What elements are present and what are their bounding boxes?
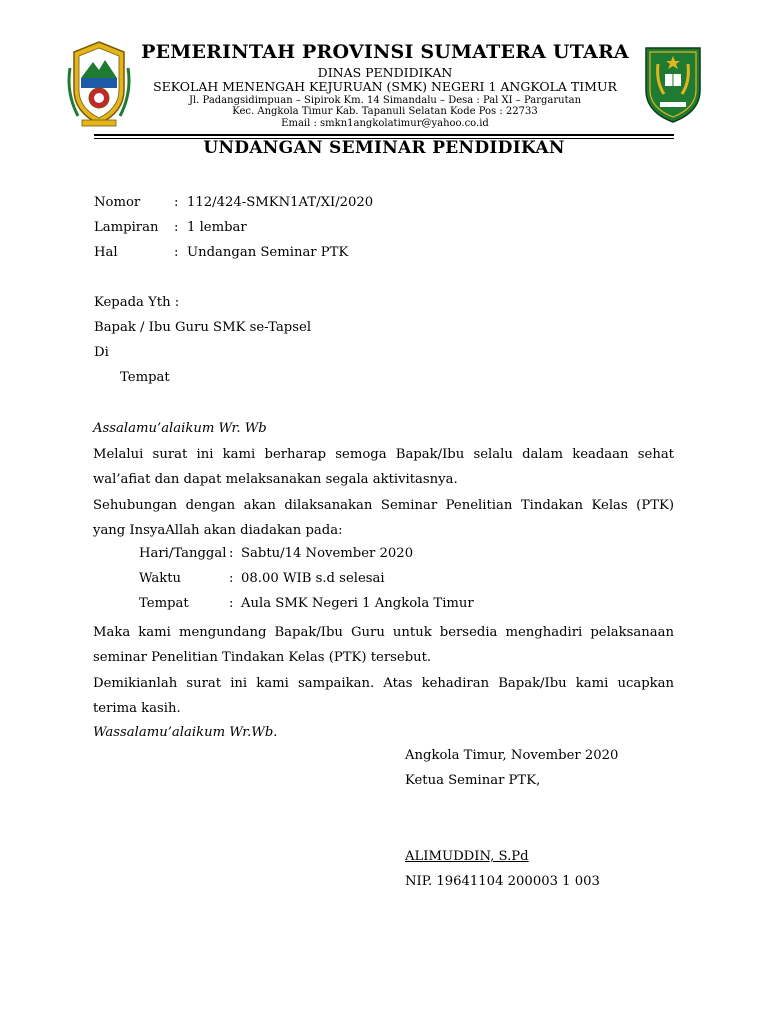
recipient-place: Tempat (120, 370, 170, 385)
letterhead-government: PEMERINTAH PROVINSI SUMATERA UTARA (141, 41, 629, 63)
letterhead-divider (94, 134, 674, 136)
hal-colon: : (174, 245, 179, 260)
signature-position: Ketua Seminar PTK, (405, 773, 541, 788)
paragraph-closing: Demikianlah surat ini kami sampaikan. Atas kehadiran Bapak/Ibu kami ucapkan terima kasih. (93, 676, 674, 716)
letterhead-address: Jl. Padangsidimpuan – Sipirok Km. 14 Simandalu – Desa : Pal XI – Pargarutan (188, 94, 582, 106)
detail-place (139, 596, 474, 611)
nomor-label: Nomor (94, 195, 141, 210)
lampiran-colon: : (174, 220, 179, 235)
recipient-heading: Kepada Yth : (94, 295, 180, 310)
letterhead (130, 42, 640, 129)
meta-lampiran (94, 220, 247, 235)
time-colon: : (229, 571, 234, 586)
letterhead-school: SEKOLAH MENENGAH KEJURUAN (SMK) NEGERI 1 ANGKOLA TIMUR (153, 79, 617, 95)
recipient-di: Di (94, 345, 109, 360)
date-value: Sabtu/14 November 2020 (241, 546, 414, 561)
place-colon: : (229, 596, 234, 611)
paragraph-announcement: Sehubungan dengan akan dilaksanakan Seminar Penelitian Tindakan Kelas (PTK) yang InsyaAllah akan diadakan pada: (93, 498, 674, 538)
closing-greeting: Wassalamu’alaikum Wr.Wb. (93, 725, 278, 740)
greeting: Assalamu’alaikum Wr. Wb (93, 421, 267, 436)
paragraph-opening: Melalui surat ini kami berharap semoga Bapak/Ibu selalu dalam keadaan sehat wal’afiat dan dapat melaksanakan segala aktivitasnya. (93, 447, 674, 487)
regency-emblem-icon (640, 42, 706, 124)
meta-nomor (94, 195, 373, 210)
paragraph-invitation: Maka kami mengundang Bapak/Ibu Guru untuk bersedia menghadiri pelaksanaan seminar Penelitian Tindakan Kelas (PTK) tersebut. (93, 625, 674, 665)
date-label: Hari/Tanggal (139, 546, 227, 561)
document-title: UNDANGAN SEMINAR PENDIDIKAN (203, 138, 565, 158)
time-label: Waktu (139, 571, 182, 586)
hal-label: Hal (94, 245, 118, 260)
place-value: Aula SMK Negeri 1 Angkola Timur (241, 596, 474, 611)
lampiran-label: Lampiran (94, 220, 159, 235)
letterhead-district: Kec. Angkola Timur Kab. Tapanuli Selatan Kode Pos : 22733 (232, 106, 538, 118)
province-emblem-icon (66, 38, 132, 128)
place-label: Tempat (139, 596, 189, 611)
letterhead-agency: DINAS PENDIDIKAN (317, 64, 453, 80)
signature-name: ALIMUDDIN, S.Pd (405, 849, 529, 864)
signature-place-date: Angkola Timur, November 2020 (405, 748, 619, 763)
signature-nip: NIP. 19641104 200003 1 003 (405, 874, 600, 889)
letterhead-email: Email : smkn1angkolatimur@yahoo.co.id (281, 117, 489, 129)
lampiran-value: 1 lembar (187, 220, 247, 235)
recipient-name: Bapak / Ibu Guru SMK se-Tapsel (94, 320, 312, 335)
nomor-value: 112/424-SMKN1AT/XI/2020 (187, 195, 374, 210)
detail-time (139, 571, 385, 586)
date-colon: : (229, 546, 234, 561)
hal-value: Undangan Seminar PTK (187, 245, 349, 260)
meta-hal (94, 245, 348, 260)
detail-date (139, 546, 413, 561)
nomor-colon: : (174, 195, 179, 210)
time-value: 08.00 WIB s.d selesai (241, 571, 385, 586)
